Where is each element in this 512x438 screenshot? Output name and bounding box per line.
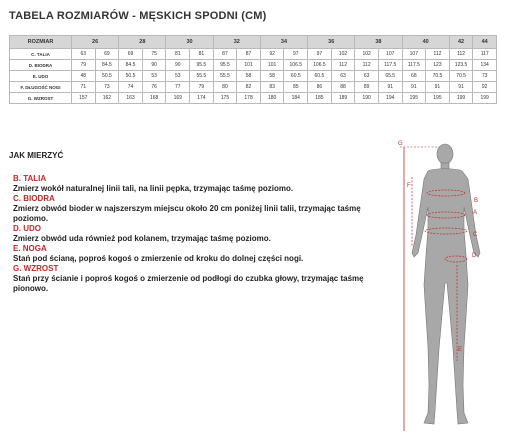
row-label: E. UDO <box>10 71 72 82</box>
table-cell: 112 <box>449 49 473 60</box>
table-cell: 75 <box>142 49 166 60</box>
table-cell: 112 <box>426 49 450 60</box>
table-cell: 70.5 <box>449 71 473 82</box>
table-cell: 71 <box>72 82 96 93</box>
instruction-height <box>13 264 383 294</box>
table-cell: 123.5 <box>449 60 473 71</box>
table-cell: 92 <box>260 49 284 60</box>
table-cell: 168 <box>142 93 166 104</box>
size-header-cell: 26 <box>72 36 119 49</box>
table-cell: 63 <box>355 71 379 82</box>
instruction-text: Zmierz obwód uda również pod kolanem, trzymając taśmę poziomo. <box>13 234 271 243</box>
size-header-cell: 28 <box>119 36 166 49</box>
table-cell: 163 <box>119 93 143 104</box>
table-cell: 83 <box>260 82 284 93</box>
table-cell: 134 <box>473 60 497 71</box>
table-cell: 48 <box>72 71 96 82</box>
table-cell: 102 <box>355 49 379 60</box>
table-cell: 117.5 <box>402 60 426 71</box>
table-cell: 107 <box>402 49 426 60</box>
table-cell: 76 <box>142 82 166 93</box>
body-figure-svg <box>384 135 510 433</box>
instruction-text: Zmierz obwód bioder w najszerszym miejscu około 20 cm poniżej linii talii, trzymając taśmę poziomo. <box>13 204 361 223</box>
table-cell: 97 <box>308 49 332 60</box>
table-cell: 184 <box>284 93 308 104</box>
size-header-cell: 36 <box>308 36 355 49</box>
table-cell: 63 <box>331 71 355 82</box>
size-table <box>9 35 497 104</box>
table-cell: 68 <box>402 71 426 82</box>
instruction-waist <box>13 174 383 194</box>
label-b: B <box>474 198 479 204</box>
table-cell: 91 <box>449 82 473 93</box>
table-cell: 65.5 <box>378 71 402 82</box>
table-row <box>10 93 497 104</box>
table-cell: 88 <box>331 82 355 93</box>
table-cell: 74 <box>119 82 143 93</box>
table-cell: 82 <box>237 82 261 93</box>
table-cell: 117 <box>473 49 497 60</box>
table-row <box>10 49 497 60</box>
table-cell: 180 <box>260 93 284 104</box>
label-c: C <box>473 232 478 238</box>
table-cell: 87 <box>213 49 237 60</box>
table-cell: 91 <box>426 82 450 93</box>
table-cell: 194 <box>378 93 402 104</box>
table-cell: 69 <box>95 49 119 60</box>
instruction-leg <box>13 244 383 264</box>
table-cell: 63 <box>72 49 96 60</box>
table-cell: 60.5 <box>284 71 308 82</box>
table-cell: 73 <box>473 71 497 82</box>
row-label: D. BIODRA <box>10 60 72 71</box>
instruction-label: C. BIODRA <box>13 194 55 203</box>
label-f: F <box>407 183 411 189</box>
table-cell: 95.5 <box>190 60 214 71</box>
table-cell: 112 <box>355 60 379 71</box>
table-cell: 91 <box>402 82 426 93</box>
table-cell: 174 <box>190 93 214 104</box>
table-cell: 58 <box>260 71 284 82</box>
table-cell: 81 <box>190 49 214 60</box>
table-cell: 84.5 <box>95 60 119 71</box>
size-header-label: ROZMIAR <box>10 36 72 49</box>
measure-heading: JAK MIERZYĆ <box>9 151 64 160</box>
table-cell: 112 <box>331 60 355 71</box>
table-cell: 195 <box>402 93 426 104</box>
instruction-label: G. WZROST <box>13 264 59 273</box>
body-measurement-figure <box>384 135 510 433</box>
table-cell: 55.5 <box>190 71 214 82</box>
size-header-cell: 30 <box>166 36 213 49</box>
table-cell: 106.5 <box>284 60 308 71</box>
page-title: TABELA ROZMIARÓW - MĘSKICH SPODNI (CM) <box>9 10 267 22</box>
table-cell: 55.5 <box>213 71 237 82</box>
table-cell: 157 <box>72 93 96 104</box>
size-header-cell: 32 <box>213 36 260 49</box>
size-header-cell: 34 <box>260 36 307 49</box>
table-cell: 58 <box>237 71 261 82</box>
instruction-label: B. TALIA <box>13 174 47 183</box>
table-cell: 79 <box>190 82 214 93</box>
table-row <box>10 71 497 82</box>
table-cell: 77 <box>166 82 190 93</box>
table-cell: 162 <box>95 93 119 104</box>
table-cell: 178 <box>237 93 261 104</box>
table-cell: 81 <box>166 49 190 60</box>
table-row <box>10 82 497 93</box>
table-cell: 106.5 <box>308 60 332 71</box>
body-silhouette <box>412 144 480 424</box>
table-cell: 80 <box>213 82 237 93</box>
table-cell: 90 <box>166 60 190 71</box>
table-cell: 107 <box>378 49 402 60</box>
table-cell: 185 <box>308 93 332 104</box>
table-cell: 101 <box>237 60 261 71</box>
label-d: D <box>472 253 477 259</box>
table-cell: 84.5 <box>119 60 143 71</box>
table-cell: 92 <box>473 82 497 93</box>
instruction-label: D. UDO <box>13 224 41 233</box>
table-cell: 87 <box>237 49 261 60</box>
table-cell: 70.5 <box>426 71 450 82</box>
table-cell: 123 <box>426 60 450 71</box>
label-g: G <box>398 141 403 147</box>
row-label: G. WZROST <box>10 93 72 104</box>
table-cell: 169 <box>166 93 190 104</box>
table-cell: 195 <box>426 93 450 104</box>
table-cell: 50.5 <box>95 71 119 82</box>
size-header-cell: 40 <box>402 36 449 49</box>
table-cell: 101 <box>260 60 284 71</box>
row-label: F. DŁUGOŚĆ NOGI <box>10 82 72 93</box>
size-header-cell: 44 <box>473 36 497 49</box>
label-e: E <box>458 347 463 353</box>
table-cell: 85 <box>284 82 308 93</box>
table-cell: 190 <box>355 93 379 104</box>
table-cell: 73 <box>95 82 119 93</box>
table-cell: 189 <box>331 93 355 104</box>
instruction-text: Stań pod ścianą, poproś kogoś o zmierzenie od kroku do dolnej części nogi. <box>13 254 304 263</box>
table-row <box>10 60 497 71</box>
table-cell: 97 <box>284 49 308 60</box>
instruction-text: Stań przy ścianie i poproś kogoś o zmierzenie od podłogi do czubka głowy, trzymając taśmę pionowo. <box>13 274 364 293</box>
instruction-text: Zmierz wokół naturalnej linii tali, na linii pępka, trzymając taśmę poziomo. <box>13 184 294 193</box>
size-header-cell: 42 <box>449 36 473 49</box>
table-cell: 79 <box>72 60 96 71</box>
size-header-cell: 38 <box>355 36 402 49</box>
table-cell: 117.5 <box>378 60 402 71</box>
table-cell: 53 <box>166 71 190 82</box>
instruction-hips <box>13 194 383 224</box>
table-cell: 50.5 <box>119 71 143 82</box>
table-cell: 95.5 <box>213 60 237 71</box>
table-cell: 175 <box>213 93 237 104</box>
row-label: C. TALIA <box>10 49 72 60</box>
table-cell: 89 <box>355 82 379 93</box>
instruction-thigh <box>13 224 383 244</box>
instruction-label: E. NOGA <box>13 244 47 253</box>
table-cell: 199 <box>473 93 497 104</box>
table-cell: 69 <box>119 49 143 60</box>
table-cell: 91 <box>378 82 402 93</box>
table-cell: 53 <box>142 71 166 82</box>
instructions <box>13 174 383 294</box>
table-cell: 60.5 <box>308 71 332 82</box>
label-a: A <box>473 210 478 216</box>
table-cell: 199 <box>449 93 473 104</box>
table-cell: 102 <box>331 49 355 60</box>
size-header-row <box>10 36 497 49</box>
table-cell: 86 <box>308 82 332 93</box>
table-cell: 90 <box>142 60 166 71</box>
